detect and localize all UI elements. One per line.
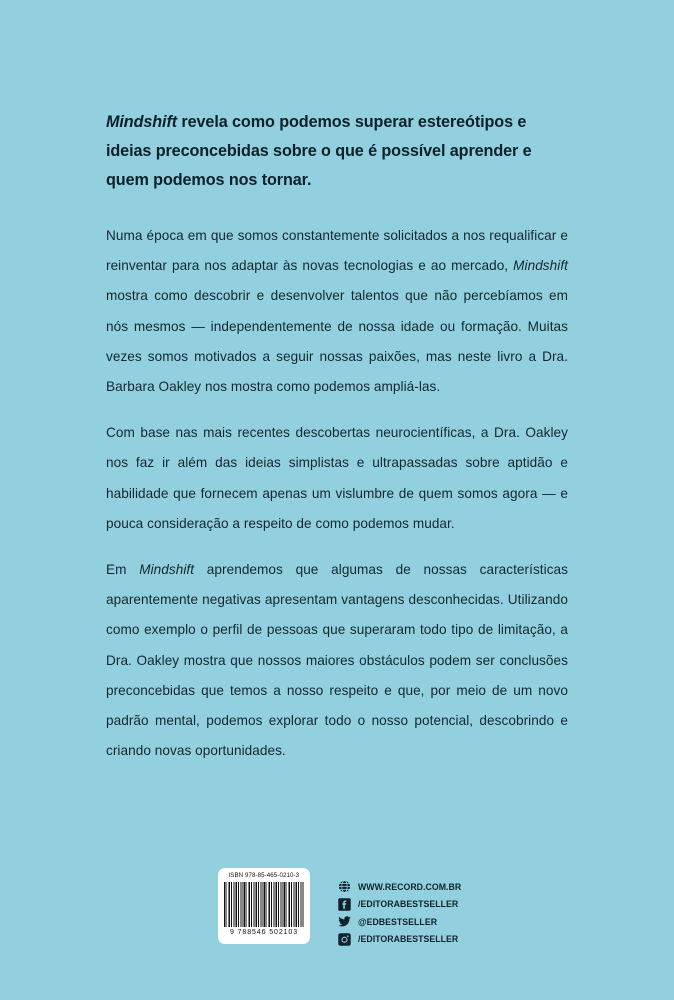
isbn-barcode-label	[218, 868, 310, 944]
barcode-bars	[224, 882, 304, 927]
blurb-paragraph-1	[106, 221, 568, 402]
barcode-digits: 9 788546 502103	[230, 929, 298, 936]
paragraph-1-part-2: mostra como descobrir e desenvolver talentos que não percebíamos em nós mesmos — independentemente de nossa idade ou formação. Muitas vezes somos motivados a seguir nossas paixões, mas neste livro a Dra. Barbara Oakley nos mostra como podemos ampliá-las.	[106, 288, 568, 395]
twitter-icon	[338, 915, 351, 928]
paragraph-3-part-1: Em	[106, 562, 140, 578]
headline-rest: revela como podemos superar estereótipos e ideias preconcebidas sobre o que é possível aprender e quem podemos nos tornar.	[106, 113, 532, 189]
social-link-website[interactable]	[338, 878, 538, 896]
paragraph-3-part-2: aprendemos que algumas de nossas características aparentemente negativas apresentam vantagens desconhecidas. Utilizando como exemplo o perfil de pessoas que superaram todo tipo de limitação, a Dra. Oakley mostra que nossos maiores obstáculos podem ser conclusões preconcebidas que temos a nosso respeito e que, por meio de um novo padrão mental, podemos explorar todo o nosso potencial, descobrindo e criando novas oportunidades.	[106, 562, 568, 759]
social-link-facebook[interactable]	[338, 896, 538, 914]
social-label-instagram: /EDITORABESTSELLER	[358, 934, 459, 945]
social-links-list	[338, 878, 538, 948]
paragraph-1-part-1: Numa época em que somos constantemente solicitados a nos requalificar e reinventar para nos adaptar às novas tecnologias e ao mercado,	[106, 228, 568, 274]
headline-book-title: Mindshift	[106, 113, 178, 131]
blurb-text-column	[106, 108, 568, 766]
headline	[106, 108, 568, 195]
paragraph-1-book-title: Mindshift	[513, 258, 568, 274]
social-label-website: WWW.RECORD.COM.BR	[358, 881, 462, 892]
instagram-icon	[338, 933, 351, 946]
social-link-instagram[interactable]	[338, 931, 538, 949]
facebook-icon	[338, 898, 351, 911]
blurb-paragraph-2: Com base nas mais recentes descobertas neurocientíficas, a Dra. Oakley nos faz ir além das ideias simplistas e ultrapassadas sobre aptidão e habilidade que fornecem apenas um vislumbre de quem somos agora — e pouca consideração a respeito de como podemos mudar.	[106, 425, 568, 531]
blurb-paragraph-3	[106, 555, 568, 766]
paragraph-3-book-title: Mindshift	[139, 562, 195, 578]
social-link-twitter[interactable]	[338, 913, 538, 931]
social-label-twitter: @EDBESTSELLER	[358, 916, 438, 927]
isbn-number: ISBN 978-85-465-0210-3	[228, 872, 300, 879]
social-label-facebook: /EDITORABESTSELLER	[358, 899, 459, 910]
globe-icon	[338, 880, 351, 893]
